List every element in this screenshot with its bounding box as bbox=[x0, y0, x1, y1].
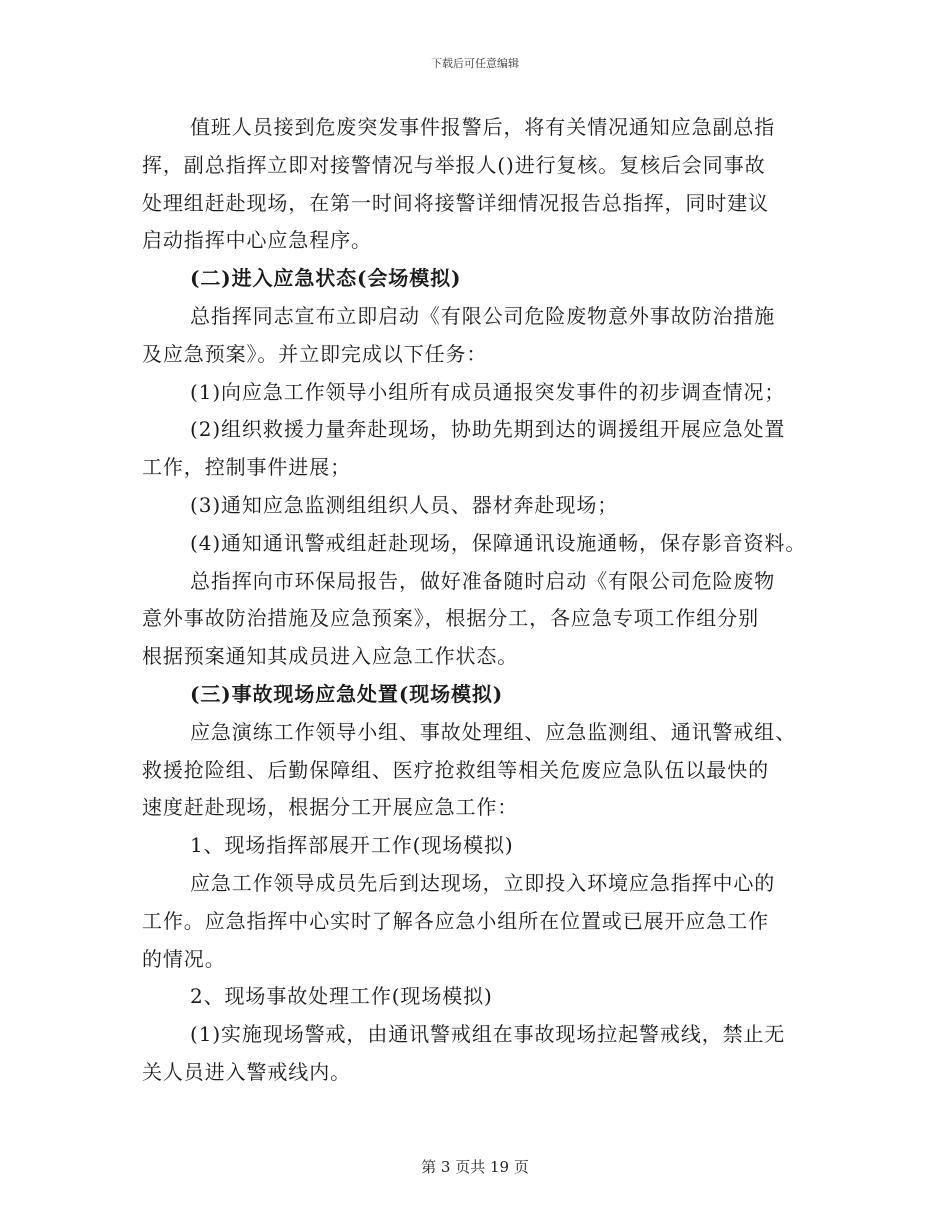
body-text-line: 工作，控制事件进展； bbox=[142, 455, 351, 480]
body-text-line: 应急演练工作领导小组、事故处理组、应急监测组、通讯警戒组、 bbox=[190, 719, 797, 744]
body-text-line: (3)通知应急监测组组织人员、器材奔赴现场； bbox=[190, 493, 619, 517]
body-text-line: 2、现场事故处理工作(现场模拟) bbox=[190, 984, 493, 1009]
body-text-line: 应急工作领导成员先后到达现场，立即投入环境应急指挥中心的 bbox=[190, 871, 776, 895]
body-text-line: 根据预案通知其成员进入应急工作状态。 bbox=[142, 644, 519, 669]
body-text-line: 挥，副总指挥立即对接警情况与举报人()进行复核。复核后会同事故 bbox=[142, 152, 766, 177]
body-text-line: 救援抢险组、后勤保障组、医疗抢救组等相关危废应急队伍以最快的 bbox=[142, 757, 769, 782]
section-heading: (二)进入应急状态(会场模拟) bbox=[190, 266, 462, 291]
body-text-line: 1、现场指挥部展开工作(现场模拟) bbox=[190, 833, 514, 858]
body-text-line: 总指挥向市环保局报告，做好准备随时启动《有限公司危险废物 bbox=[190, 568, 776, 593]
body-text-line: (2)组织救援力量奔赴现场，协助先期到达的调援组开展应急处置 bbox=[190, 417, 786, 442]
body-text-line: 意外事故防治措施及应急预案》，根据分工，各应急专项工作组分别 bbox=[142, 606, 759, 631]
body-text-line: (1)实施现场警戒，由通讯警戒组在事故现场拉起警戒线，禁止无 bbox=[190, 1022, 786, 1047]
page-footer: 第 3 页共 19 页 bbox=[421, 1158, 529, 1176]
body-text-line: 关人员进入警戒线内。 bbox=[142, 1060, 351, 1084]
body-text-line: 工作。应急指挥中心实时了解各应急小组所在位置或已展开应急工作 bbox=[142, 908, 769, 933]
body-text-line: 处理组赶赴现场，在第一时间将接警详细情况报告总指挥，同时建议 bbox=[142, 190, 769, 215]
body-text-line: 总指挥同志宣布立即启动《有限公司危险废物意外事故防治措施 bbox=[190, 304, 776, 328]
body-text-line: 的情况。 bbox=[142, 946, 226, 971]
body-text-line: (4)通知通讯警戒组赶赴现场，保障通讯设施通畅，保存影音资料。 bbox=[190, 530, 807, 555]
body-text-line: 及应急预案》。并立即完成以下任务： bbox=[142, 341, 488, 366]
body-text-line: 启动指挥中心应急程序。 bbox=[142, 228, 372, 253]
body-text-line: (1)向应急工作领导小组所有成员通报突发事件的初步调查情况； bbox=[190, 379, 786, 404]
section-heading: (三)事故现场应急处置(现场模拟) bbox=[190, 682, 504, 706]
body-text-line: 值班人员接到危废突发事件报警后，将有关情况通知应急副总指 bbox=[190, 115, 776, 139]
body-text-line: 速度赶赴现场，根据分工开展应急工作： bbox=[142, 795, 519, 820]
page-header: 下载后可任意编辑 bbox=[431, 57, 519, 70]
